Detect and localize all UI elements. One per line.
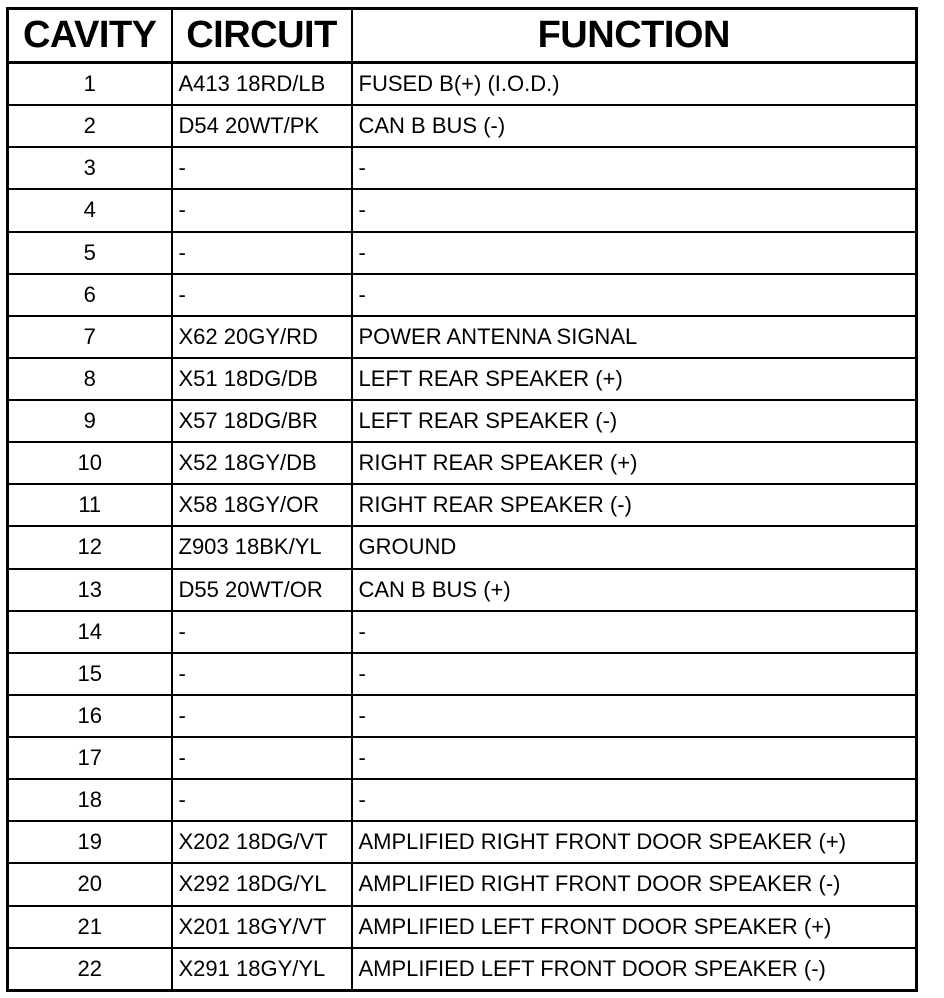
- circuit-cell: X52 18GY/DB: [172, 442, 352, 484]
- cavity-cell: 22: [8, 948, 172, 991]
- table-row: [8, 779, 917, 821]
- circuit-cell: D55 20WT/OR: [172, 569, 352, 611]
- function-cell: LEFT REAR SPEAKER (+): [352, 358, 917, 400]
- function-cell: LEFT REAR SPEAKER (-): [352, 400, 917, 442]
- function-cell: CAN B BUS (-): [352, 105, 917, 147]
- circuit-cell: Z903 18BK/YL: [172, 526, 352, 568]
- cavity-cell: 18: [8, 779, 172, 821]
- circuit-cell: -: [172, 611, 352, 653]
- function-cell: -: [352, 695, 917, 737]
- function-column-header: FUNCTION: [352, 9, 917, 63]
- cavity-cell: 11: [8, 484, 172, 526]
- table-row: [8, 358, 917, 400]
- table-row: [8, 611, 917, 653]
- cavity-cell: 16: [8, 695, 172, 737]
- pinout-rows: [8, 63, 917, 991]
- function-cell: -: [352, 232, 917, 274]
- circuit-cell: X202 18DG/VT: [172, 821, 352, 863]
- circuit-cell: X201 18GY/VT: [172, 906, 352, 948]
- function-cell: -: [352, 274, 917, 316]
- circuit-cell: -: [172, 695, 352, 737]
- table-row: [8, 105, 917, 147]
- circuit-cell: -: [172, 653, 352, 695]
- circuit-cell: D54 20WT/PK: [172, 105, 352, 147]
- function-cell: -: [352, 611, 917, 653]
- circuit-cell: X57 18DG/BR: [172, 400, 352, 442]
- cavity-cell: 20: [8, 863, 172, 905]
- circuit-cell: -: [172, 737, 352, 779]
- table-row: [8, 906, 917, 948]
- function-cell: CAN B BUS (+): [352, 569, 917, 611]
- cavity-cell: 4: [8, 189, 172, 231]
- table-row: [8, 400, 917, 442]
- function-cell: GROUND: [352, 526, 917, 568]
- table-row: [8, 442, 917, 484]
- circuit-cell: -: [172, 232, 352, 274]
- circuit-cell: X51 18DG/DB: [172, 358, 352, 400]
- cavity-cell: 8: [8, 358, 172, 400]
- table-row: [8, 526, 917, 568]
- table-row: [8, 569, 917, 611]
- function-cell: -: [352, 737, 917, 779]
- table-row: [8, 189, 917, 231]
- function-cell: AMPLIFIED LEFT FRONT DOOR SPEAKER (+): [352, 906, 917, 948]
- function-cell: -: [352, 147, 917, 189]
- circuit-cell: -: [172, 147, 352, 189]
- circuit-cell: -: [172, 274, 352, 316]
- cavity-cell: 1: [8, 63, 172, 106]
- cavity-cell: 10: [8, 442, 172, 484]
- function-cell: -: [352, 653, 917, 695]
- circuit-column-header: CIRCUIT: [172, 9, 352, 63]
- function-cell: FUSED B(+) (I.O.D.): [352, 63, 917, 106]
- table-row: [8, 821, 917, 863]
- function-cell: -: [352, 779, 917, 821]
- table-row: [8, 484, 917, 526]
- cavity-cell: 21: [8, 906, 172, 948]
- cavity-cell: 17: [8, 737, 172, 779]
- table-row: [8, 737, 917, 779]
- connector-pinout-table: [6, 7, 918, 992]
- cavity-cell: 2: [8, 105, 172, 147]
- cavity-cell: 9: [8, 400, 172, 442]
- table-row: [8, 653, 917, 695]
- function-cell: RIGHT REAR SPEAKER (-): [352, 484, 917, 526]
- table-row: [8, 147, 917, 189]
- table-row: [8, 232, 917, 274]
- circuit-cell: X58 18GY/OR: [172, 484, 352, 526]
- cavity-cell: 19: [8, 821, 172, 863]
- table-row: [8, 316, 917, 358]
- table-row: [8, 63, 917, 106]
- table-row: [8, 274, 917, 316]
- circuit-cell: -: [172, 779, 352, 821]
- table-row: [8, 863, 917, 905]
- table-row: [8, 695, 917, 737]
- circuit-cell: A413 18RD/LB: [172, 63, 352, 106]
- circuit-cell: X292 18DG/YL: [172, 863, 352, 905]
- function-cell: RIGHT REAR SPEAKER (+): [352, 442, 917, 484]
- circuit-cell: X291 18GY/YL: [172, 948, 352, 991]
- cavity-cell: 15: [8, 653, 172, 695]
- function-cell: POWER ANTENNA SIGNAL: [352, 316, 917, 358]
- table-row: [8, 948, 917, 991]
- header-row: [8, 9, 917, 63]
- cavity-cell: 5: [8, 232, 172, 274]
- cavity-cell: 7: [8, 316, 172, 358]
- cavity-cell: 3: [8, 147, 172, 189]
- circuit-cell: -: [172, 189, 352, 231]
- cavity-cell: 6: [8, 274, 172, 316]
- cavity-cell: 14: [8, 611, 172, 653]
- function-cell: -: [352, 189, 917, 231]
- cavity-cell: 12: [8, 526, 172, 568]
- cavity-cell: 13: [8, 569, 172, 611]
- function-cell: AMPLIFIED RIGHT FRONT DOOR SPEAKER (-): [352, 863, 917, 905]
- function-cell: AMPLIFIED LEFT FRONT DOOR SPEAKER (-): [352, 948, 917, 991]
- circuit-cell: X62 20GY/RD: [172, 316, 352, 358]
- function-cell: AMPLIFIED RIGHT FRONT DOOR SPEAKER (+): [352, 821, 917, 863]
- cavity-column-header: CAVITY: [8, 9, 172, 63]
